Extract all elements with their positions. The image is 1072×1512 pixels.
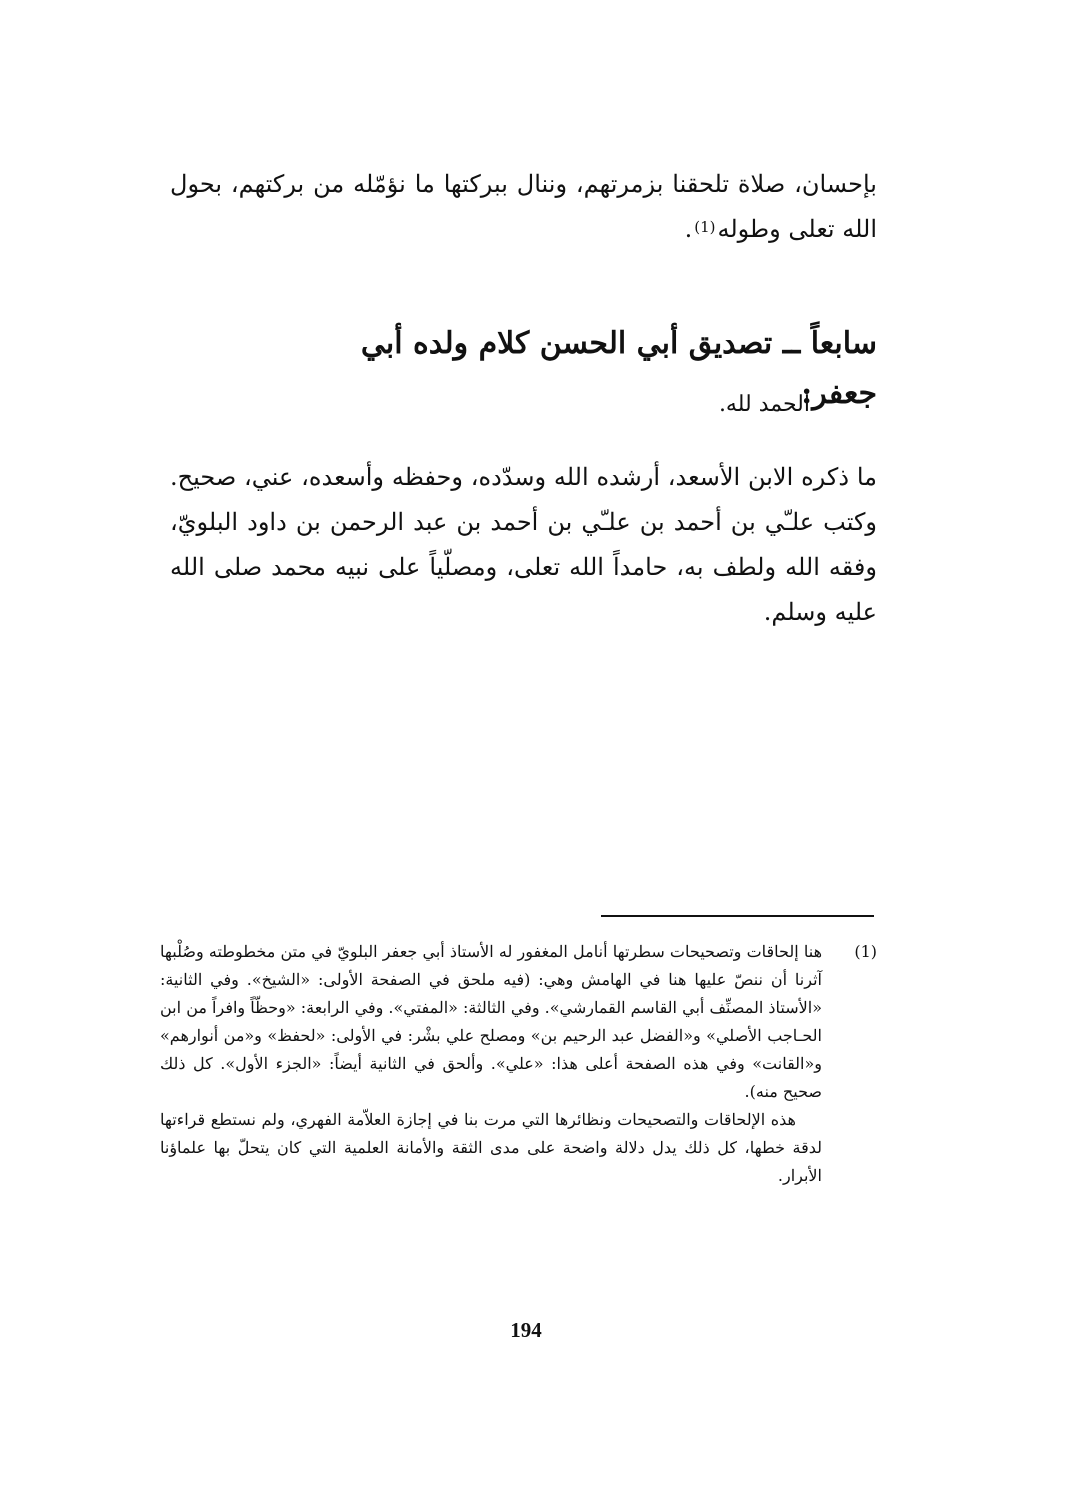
footnote-paragraph-2: هذه الإلحاقات والتصحيحات ونظائرها التي مرت بنا في إجازة العلاّمة الفهري، ولم نستطع قراءتها لدقة خطها، كل ذلك يدل دلالة واضحة على مدى الثقة والأمانة العلمية التي كان يتحلّ بها علماؤنا الأبرار. bbox=[160, 1110, 822, 1185]
intro-paragraph bbox=[170, 162, 877, 252]
main-paragraph: ما ذكره الابن الأسعد، أرشده الله وسدّده، وحفظه وأسعده، عني، صحيح. وكتب علـّي بن أحمد بن علـّي بن أحمد بن عبد الرحمن بن داود البلويّ، وفقه الله ولطف به، حامداً الله تعلى، ومصلّياً على نبيه محمد صلى الله عليه وسلم. bbox=[170, 463, 877, 626]
footnote-item bbox=[160, 938, 877, 1106]
page-number: 194 bbox=[510, 1318, 542, 1342]
footnote-reference[interactable]: (1) bbox=[694, 218, 716, 236]
footnote-number: (1) bbox=[854, 942, 877, 961]
section-heading: سابعاً ــ تصديق أبي الحسن كلام ولده أبي جعفر: bbox=[360, 326, 877, 411]
footnote-divider bbox=[601, 915, 874, 917]
footnote-paragraph-1: هنا إلحاقات وتصحيحات سطرتها أنامل المغفور له الأستاذ أبي جعفر البلويّ في متن مخطوطته وصُلْبها آثرنا أن ننصّ عليها هنا في الهامش وهي: (فيه ملحق في الصفحة الأولى: «الشيخ». وفي الثانية: «الأستاذ المصنِّف أبي القاسم القمارشي». وفي الثالثة: «المفتي». وفي الرابعة: «وحظّاً وافراً من ابن الحـاجب الأصلي» و«الفضل عبد الرحيم بن» ومصلح علي بشْر: في الأولى: «لحفظ» و«من أنوارهم» و«القانت» وفي هذه الصفحة أعلى هذا: «علي». وألحق في الثانية أيضاً: «الجزء الأول». كل ذلك صحيح منه). bbox=[160, 942, 822, 1101]
intro-tail: . bbox=[684, 215, 693, 243]
intro-text: بإحسان، صلاة تلحقنا بزمرتهم، وننال ببركتها ما نؤمّله من بركتهم، بحول الله تعلى وطوله bbox=[170, 170, 877, 243]
footnotes-section bbox=[160, 938, 877, 1190]
hamd-line: الحمد لله. bbox=[718, 392, 810, 417]
